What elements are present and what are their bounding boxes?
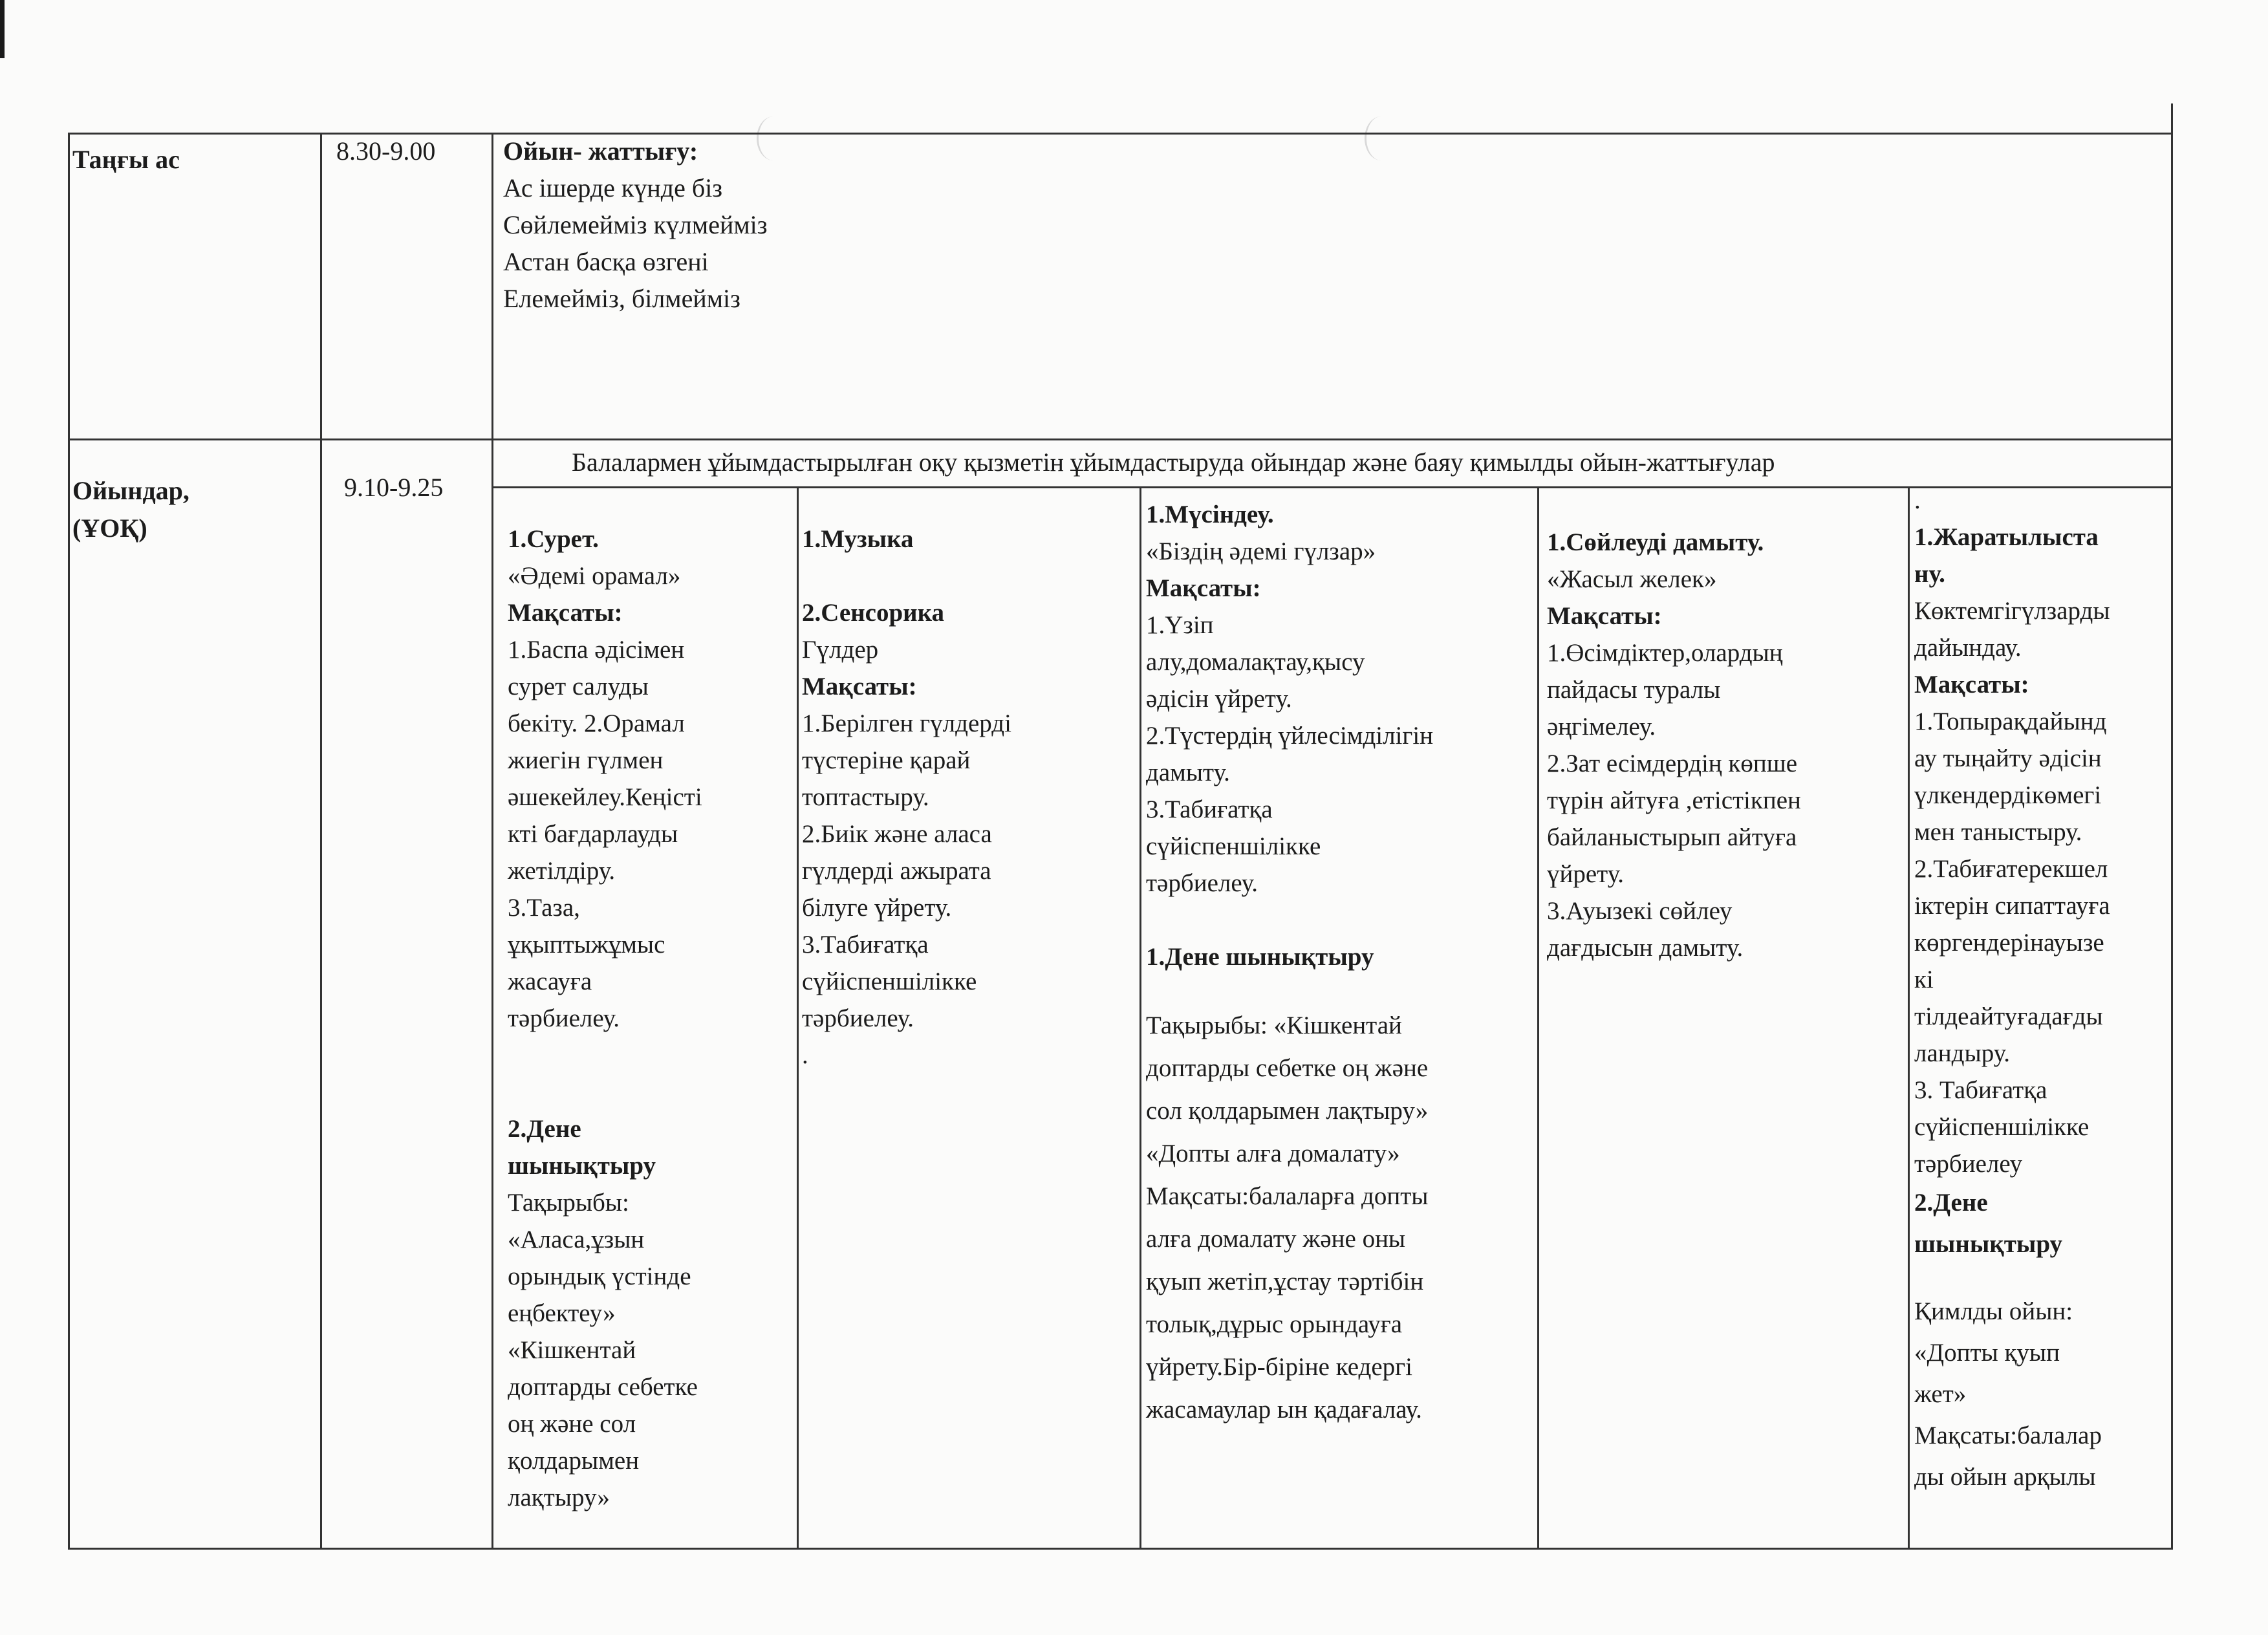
scan-artifact	[757, 116, 790, 160]
activity-speech	[1547, 524, 1896, 966]
scan-artifact	[1365, 116, 1398, 160]
row-divider	[68, 439, 2173, 440]
stray-dot: .	[1914, 486, 1921, 514]
activity-music-sensory	[802, 521, 1086, 1074]
column-divider	[1908, 486, 1910, 1550]
goal-text: 1.Баспа әдісімен сурет салуды бекіту. 2.Орамал жиегін гүлмен әшекейлеу.Кеңісті кті бағдарлауды жетілдіру. 3.Таза, ұқыптыжұмыс жасауға тәрбиелеу.	[508, 636, 702, 1032]
goal-label: Мақсаты:	[1146, 574, 1261, 602]
activity-topic: Гүлдер	[802, 636, 879, 664]
column-divider	[491, 133, 493, 1550]
goal-label: Мақсаты:	[1547, 602, 1662, 630]
column-divider	[320, 133, 322, 1550]
breakfast-rhyme-line: Елемейміз, білмейміз	[503, 284, 740, 313]
pe-text: Тақырыбы: «Аласа,ұзын орындық үстінде еңбектеу» «Кішкентай доптарды себетке оң және сол қолдарымен лақтыру»	[508, 1189, 698, 1511]
activity-title: 2.Сенсорика	[802, 599, 945, 627]
pe-title: 2.Дене шынықтыру	[1914, 1189, 2063, 1258]
goal-text: 1.Үзіп алу,домалақтау,қысу әдісін үйрету. 2.Түстердің үйлесімділігін дамыту. 3.Табиғатқа сүйіспеншілікке тәрбиелеу.	[1146, 611, 1434, 897]
goal-label: Мақсаты:	[1914, 671, 2029, 698]
column-divider	[1537, 486, 1539, 1550]
column-divider	[1139, 486, 1141, 1550]
table-border-bottom	[68, 1548, 2173, 1550]
pe-title: 2.Дене шынықтыру	[508, 1115, 656, 1180]
activity-title: 1.Сурет.	[508, 525, 599, 553]
activity-title: 1.Жаратылыста ну.	[1914, 523, 2099, 588]
breakfast-activity-title: Ойын- жаттығу:	[503, 136, 698, 166]
activity-topic: «Біздің әдемі гүлзар»	[1146, 537, 1376, 565]
games-time: 9.10-9.25	[344, 473, 444, 502]
activity-title: 1.Сөйлеуді дамыту.	[1547, 528, 1764, 556]
activity-topic: Көктемгігүлзарды дайындау.	[1914, 597, 2110, 662]
breakfast-rhyme-line: Сөйлемейміз күлмейміз	[503, 210, 768, 239]
pe-text: Тақырыбы: «Кішкентай доптарды себетке оң және сол қолдарымен лақтыру» «Допты алға домалату» Мақсаты:балаларға допты алға домалату және оны қуып жетіп,ұстау тәртібін толық,дұрыс орындауға үйрету.Бір-біріне кедергі жасамаулар ын қадағалау.	[1146, 1012, 1429, 1424]
table-border-left	[68, 133, 70, 1550]
games-header: Балалармен ұйымдастырылған оқу қызметін ұйымдастыруда ойындар және баяу қимылды ойын-жаттығулар	[572, 448, 1775, 477]
pe-title: 1.Дене шынықтыру	[1146, 943, 1374, 971]
pe-text: Қимлды ойын: «Допты қуып жет» Мақсаты:балалар ды ойын арқылы	[1914, 1297, 2102, 1491]
goal-label: Мақсаты:	[508, 599, 623, 627]
activity-nature	[1914, 482, 2173, 1498]
activity-topic: «Әдемі орамал»	[508, 562, 681, 590]
page-edge-mark	[0, 0, 5, 58]
breakfast-label: Таңғы ас	[72, 145, 180, 174]
goal-label: Мақсаты:	[802, 673, 917, 700]
breakfast-rhyme-line: Астан басқа өзгені	[503, 247, 709, 276]
activity-topic: «Жасыл желек»	[1547, 565, 1717, 593]
activity-drawing	[508, 521, 779, 1516]
breakfast-rhyme-line: Ас ішерде күнде біз	[503, 173, 723, 202]
breakfast-time: 8.30-9.00	[336, 136, 436, 166]
games-label: Ойындар, (ҰОҚ)	[72, 476, 189, 543]
goal-text: 1.Берілген гүлдерді түстеріне қарай топтастыру. 2.Биік және аласа гүлдерді ажырата білуге үйрету. 3.Табиғатқа сүйіспеншілікке тәрбиелеу. .	[802, 709, 1011, 1069]
column-divider	[797, 486, 799, 1550]
goal-text: 1.Топырақдайынд ау тыңайту әдісін үлкендердікөмегі мен таныстыру. 2.Табиғатерекшел іктерін сипаттауға көргендерінауызе кі тілдеайтуғадағды ландыру. 3. Табиғатқа сүйіспеншілікке тәрбиелеу	[1914, 708, 2110, 1178]
activity-modeling	[1146, 496, 1528, 1431]
activity-title: 1.Мүсіндеу.	[1146, 501, 1274, 528]
activity-title: 1.Музыка	[802, 525, 914, 553]
goal-text: 1.Өсімдіктер,олардың пайдасы туралы әңгімелеу. 2.Зат есімдердің көпше түрін айтуға ,етістікпен байланыстырып айтуға үйрету. 3.Ауызекі сөйлеу дағдысын дамыту.	[1547, 639, 1801, 962]
